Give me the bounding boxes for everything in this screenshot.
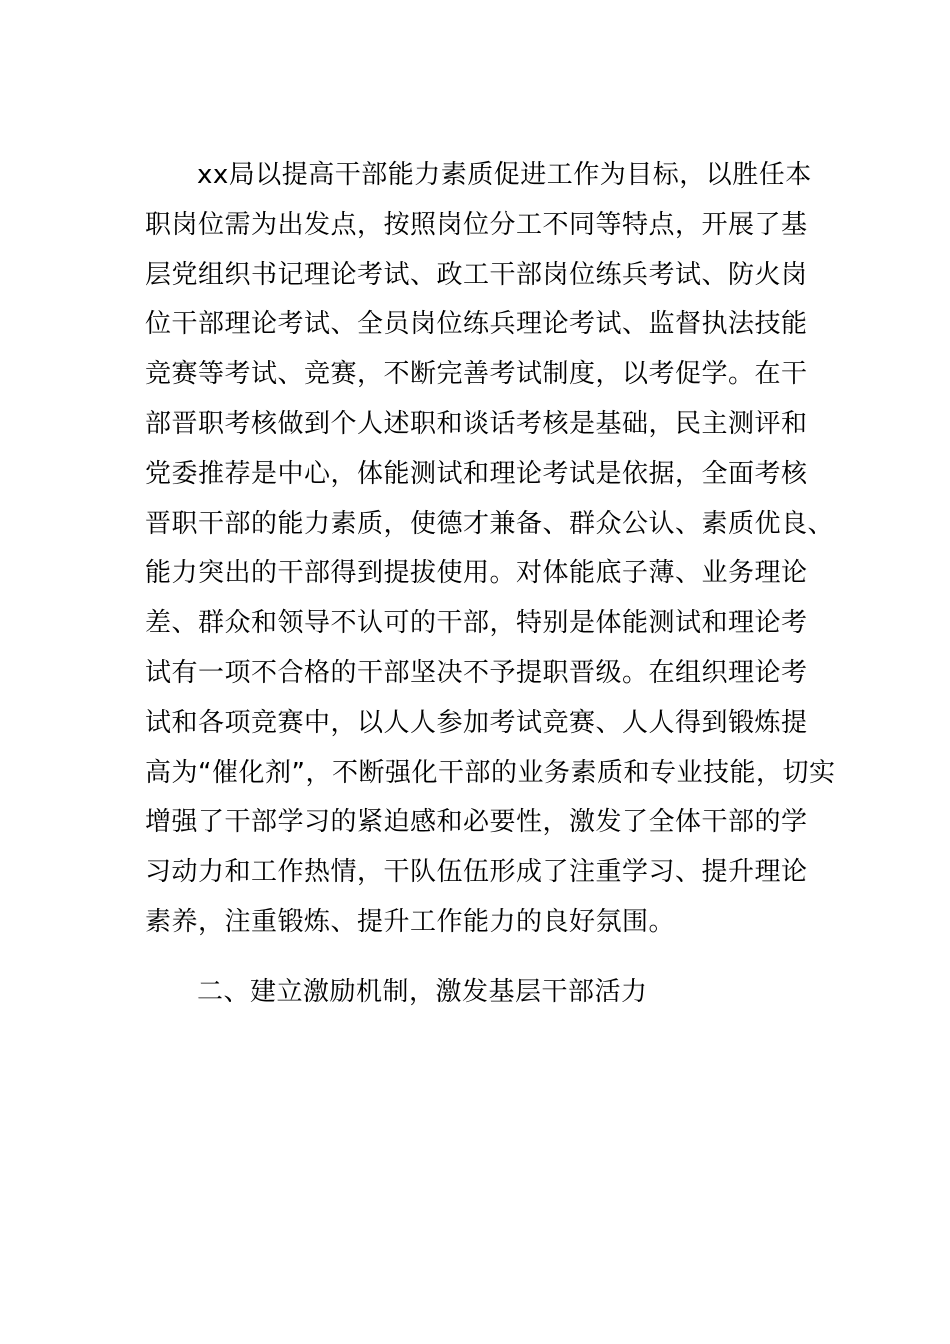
paragraph-line: 素养，注重锻炼、提升工作能力的良好氛围。 [145,906,676,937]
section-heading: 二、建立激励机制，激发基层干部活力 [197,977,648,1007]
paragraph-line: 党委推荐是中心，体能测试和理论考试是依据，全面考核 [145,458,808,489]
paragraph-line: 层党组织书记理论考试、政工干部岗位练兵考试、防火岗 [145,259,808,290]
paragraph-line: 晋职干部的能力素质，使德才兼备、群众公认、素质优良、 [145,508,835,539]
paragraph-line: 习动力和工作热情，干队伍伍形成了注重学习、提升理论 [145,857,808,888]
paragraph-line: 职岗位需为出发点，按照岗位分工不同等特点，开展了基 [145,209,808,240]
paragraph-line: xx局以提高干部能力素质促进工作为目标，以胜任本 [197,160,812,190]
paragraph-line: 位干部理论考试、全员岗位练兵理论考试、监督执法技能 [145,309,808,340]
paragraph-line: 增强了干部学习的紧迫感和必要性，激发了全体干部的学 [145,807,808,838]
paragraph-line: 高为“催化剂”，不断强化干部的业务素质和专业技能，切实 [145,757,836,788]
body-paragraph [145,151,836,948]
paragraph-line: 竞赛等考试、竞赛，不断完善考试制度，以考促学。在干 [145,359,808,390]
paragraph-line: 差、群众和领导不认可的干部，特别是体能测试和理论考 [145,608,808,639]
paragraph-line: 试和各项竞赛中，以人人参加考试竞赛、人人得到锻炼提 [145,707,808,738]
paragraph-line: 部晋职考核做到个人述职和谈话考核是基础，民主测评和 [145,408,808,439]
paragraph-line: 试有一项不合格的干部坚决不予提职晋级。在组织理论考 [145,657,808,688]
paragraph-line: 能力突出的干部得到提拔使用。对体能底子薄、业务理论 [145,558,808,589]
